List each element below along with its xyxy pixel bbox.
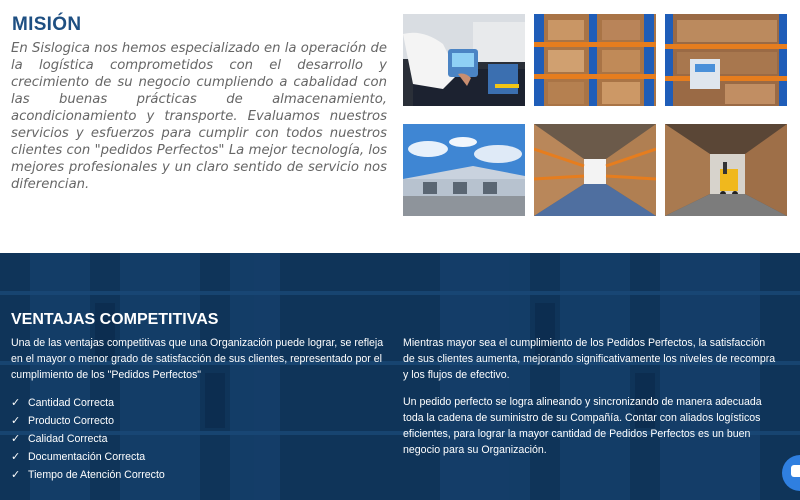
photo-scanner-worker[interactable] bbox=[403, 14, 525, 106]
check-icon: ✓ bbox=[11, 433, 21, 445]
list-item bbox=[11, 394, 165, 412]
photo-forklift[interactable] bbox=[665, 124, 787, 216]
list-item-label: Calidad Correcta bbox=[28, 433, 108, 445]
list-item bbox=[11, 430, 165, 448]
photo-rack-printer[interactable] bbox=[665, 14, 787, 106]
ventajas-checklist bbox=[11, 394, 165, 484]
list-item bbox=[11, 466, 165, 484]
check-icon: ✓ bbox=[11, 397, 21, 409]
list-item bbox=[11, 412, 165, 430]
list-item-label: Cantidad Correcta bbox=[28, 397, 114, 409]
ventajas-title: VENTAJAS COMPETITIVAS bbox=[11, 311, 219, 328]
check-icon: ✓ bbox=[11, 469, 21, 481]
list-item bbox=[11, 448, 165, 466]
ventajas-intro: Una de las ventajas competitivas que una Organización puede lograr, se refleja en el mayor o menor grado de satisfacción de sus clientes, representado por el cumplimiento de los "Pedidos Perfectos" bbox=[11, 337, 384, 381]
list-item-label: Documentación Correcta bbox=[28, 451, 146, 463]
photo-warehouse-racks[interactable] bbox=[534, 14, 656, 106]
check-icon: ✓ bbox=[11, 415, 21, 427]
list-item-label: Producto Correcto bbox=[28, 415, 114, 427]
mision-title: MISIÓN bbox=[12, 14, 82, 35]
ventajas-paragraph-satisfaccion: Mientras mayor sea el cumplimiento de los Pedidos Perfectos, la satisfacción de sus clientes aumenta, mejorando significativamente los niveles de recompra y los flujos de efectivo. bbox=[403, 337, 776, 381]
check-icon: ✓ bbox=[11, 451, 21, 463]
mision-text: En Sislogica nos hemos especializado en la operación de la logística comprometidos con el desarrollo y crecimiento de su negocio cumpliendo a cabalidad con las buenas prácticas de almacenamiento, acondicionamiento y transporte. Evaluamos nuestros servicios y esfuerzos para cumplir con todos nuestros clientes con "pedidos Perfectos" La mejor tecnología, los mejores profesionales y un claro sentido de servicio nos diferencian. bbox=[11, 41, 387, 192]
photo-gallery bbox=[403, 14, 788, 217]
photo-warehouse-aisle[interactable] bbox=[534, 124, 656, 216]
list-item-label: Tiempo de Atención Correcto bbox=[28, 469, 165, 481]
ventajas-section bbox=[0, 253, 800, 500]
ventajas-paragraph-pedido-perfecto: Un pedido perfecto se logra alineando y sincronizando de manera adecuada toda la cadena de suministro de su Compañía. Contar con aliados logísticos eficientes, para lograr la mayor cantidad de Pedidos Perfectos es un buen negocio para su Organización. bbox=[403, 396, 762, 456]
photo-warehouse-building[interactable] bbox=[403, 124, 525, 216]
